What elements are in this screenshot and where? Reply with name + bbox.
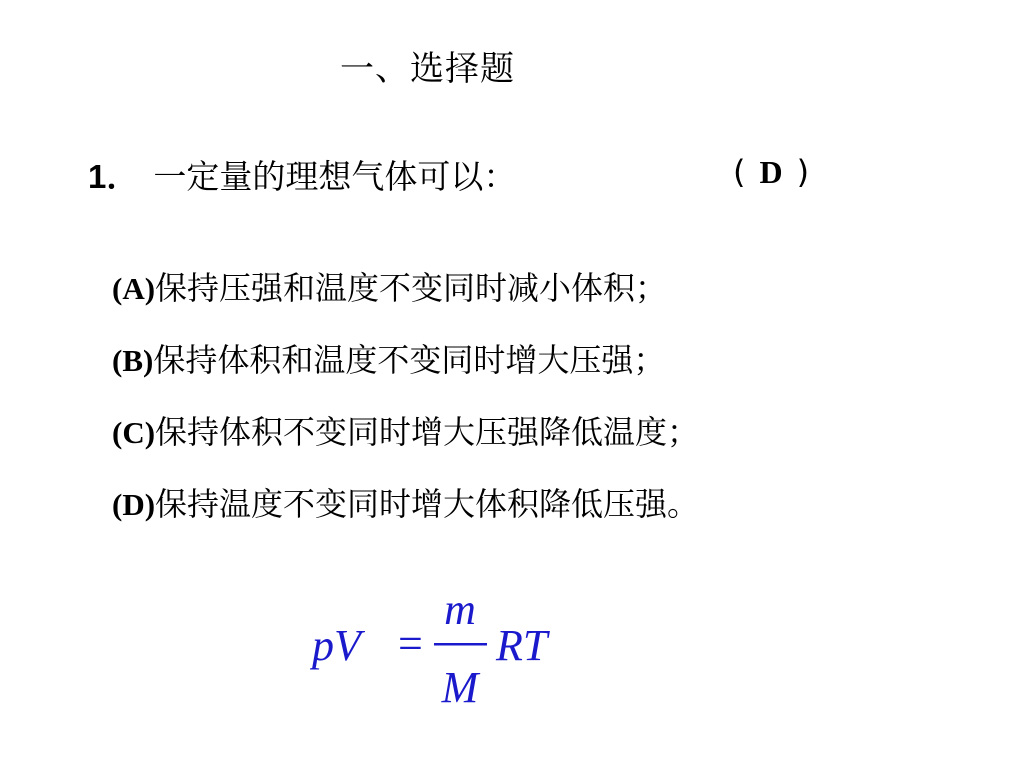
answer-box <box>733 151 809 193</box>
formula-numerator: m <box>444 590 476 634</box>
option-c <box>112 409 699 481</box>
formula-rhs: RT <box>496 621 548 670</box>
formula-denominator: M <box>441 663 479 710</box>
option-key: (A) <box>112 271 156 306</box>
answer-open-paren: ( <box>733 153 746 191</box>
option-text: 保持体积和温度不变同时增大压强； <box>153 341 666 379</box>
options-list <box>112 265 699 553</box>
formula-lhs: pV <box>312 621 361 670</box>
question-row <box>88 156 516 198</box>
option-key: (D) <box>112 487 156 522</box>
fraction-bar <box>434 643 487 646</box>
option-text: 保持体积不变同时增大压强降低温度； <box>155 413 700 451</box>
answer-close-paren: ) <box>796 153 810 191</box>
option-d <box>112 481 699 553</box>
answer-letter: D <box>759 154 783 190</box>
option-text: 保持温度不变同时增大体积降低压强。 <box>155 485 700 523</box>
option-b <box>112 337 699 409</box>
option-key: (B) <box>112 343 154 378</box>
option-text: 保持压强和温度不变同时减小体积； <box>155 269 668 307</box>
section-title: 一、选择题 <box>340 49 515 89</box>
option-a <box>112 265 699 337</box>
question-text: 一定量的理想气体可以： <box>153 157 517 196</box>
question-number: 1． <box>88 158 140 195</box>
ideal-gas-formula <box>310 590 570 710</box>
formula-equals: = <box>398 619 423 668</box>
option-key: (C) <box>112 415 156 450</box>
